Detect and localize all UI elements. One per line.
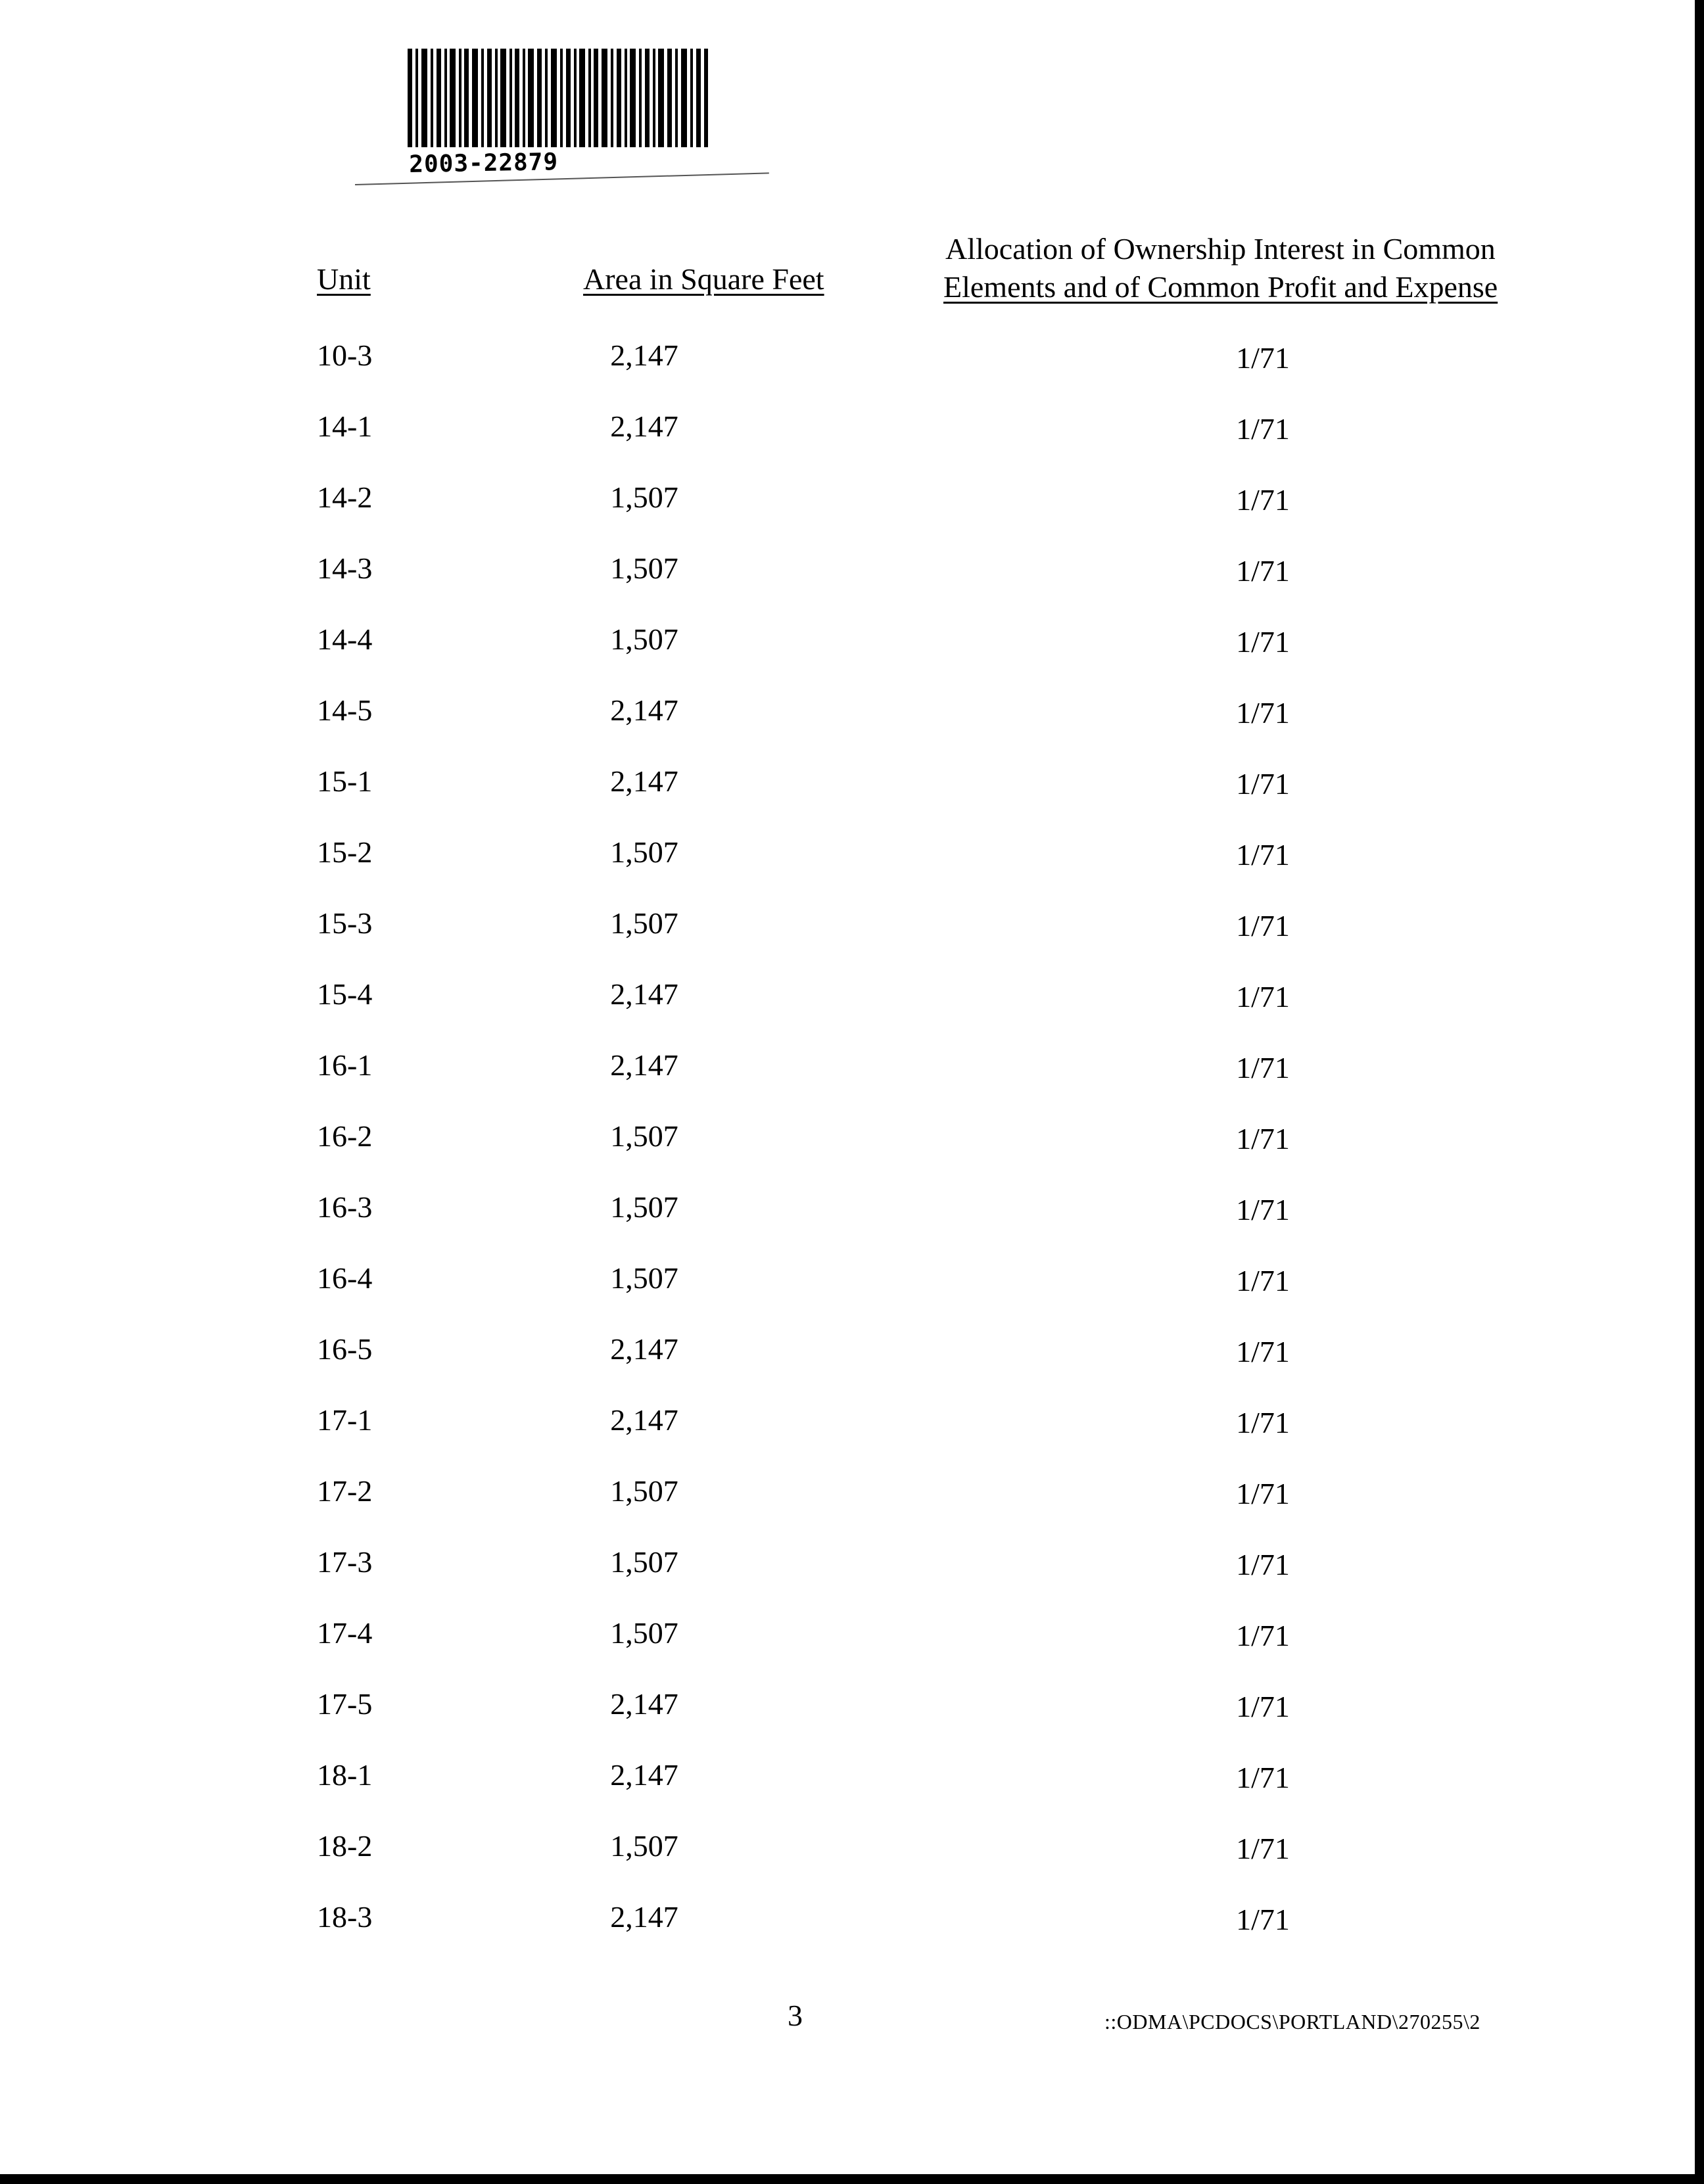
area-cell: 1,507 xyxy=(610,622,678,656)
allocation-cell: 1/71 xyxy=(1236,1193,1290,1226)
unit-cell: 10-3 xyxy=(317,338,373,372)
page-number: 3 xyxy=(788,1999,803,2032)
allocation-cell: 1/71 xyxy=(1236,1051,1290,1084)
allocation-cell: 1/71 xyxy=(1236,1477,1290,1510)
table-row xyxy=(0,1827,1695,1898)
area-cell: 1,507 xyxy=(610,551,678,585)
allocation-cell: 1/71 xyxy=(1236,1264,1290,1297)
table-row xyxy=(0,407,1695,478)
allocation-cell: 1/71 xyxy=(1236,1903,1290,1936)
table-row xyxy=(0,833,1695,904)
area-cell: 2,147 xyxy=(610,693,678,727)
unit-cell: 14-4 xyxy=(317,622,373,656)
allocation-table xyxy=(0,337,1695,1969)
table-row xyxy=(0,1330,1695,1401)
table-row xyxy=(0,1898,1695,1969)
unit-cell: 14-3 xyxy=(317,551,373,585)
allocation-cell: 1/71 xyxy=(1236,696,1290,730)
header-area: Area in Square Feet xyxy=(583,262,824,296)
unit-cell: 17-1 xyxy=(317,1403,373,1437)
unit-cell: 15-3 xyxy=(317,906,373,940)
header-allocation-line2: Elements and of Common Profit and Expense xyxy=(943,270,1498,304)
table-row xyxy=(0,1756,1695,1827)
area-cell: 2,147 xyxy=(610,1403,678,1437)
allocation-cell: 1/71 xyxy=(1236,1832,1290,1865)
table-row xyxy=(0,478,1695,549)
unit-cell: 14-5 xyxy=(317,693,373,727)
table-row xyxy=(0,691,1695,762)
allocation-cell: 1/71 xyxy=(1236,1406,1290,1439)
allocation-cell: 1/71 xyxy=(1236,767,1290,801)
area-cell: 1,507 xyxy=(610,1474,678,1508)
area-cell: 1,507 xyxy=(610,1545,678,1579)
unit-cell: 18-2 xyxy=(317,1829,373,1863)
allocation-cell: 1/71 xyxy=(1236,1122,1290,1155)
unit-cell: 17-3 xyxy=(317,1545,373,1579)
area-cell: 2,147 xyxy=(610,1900,678,1934)
area-cell: 2,147 xyxy=(610,1332,678,1366)
area-cell: 1,507 xyxy=(610,1829,678,1863)
table-row xyxy=(0,975,1695,1046)
unit-cell: 16-2 xyxy=(317,1119,373,1153)
table-row xyxy=(0,1259,1695,1330)
allocation-cell: 1/71 xyxy=(1236,980,1290,1013)
unit-cell: 17-4 xyxy=(317,1616,373,1650)
area-cell: 1,507 xyxy=(610,1261,678,1295)
unit-cell: 18-1 xyxy=(317,1758,373,1792)
unit-cell: 15-2 xyxy=(317,835,373,869)
unit-cell: 15-4 xyxy=(317,977,373,1011)
table-row xyxy=(0,337,1695,407)
area-cell: 1,507 xyxy=(610,835,678,869)
unit-cell: 16-5 xyxy=(317,1332,373,1366)
allocation-cell: 1/71 xyxy=(1236,838,1290,871)
area-cell: 2,147 xyxy=(610,409,678,443)
area-cell: 2,147 xyxy=(610,977,678,1011)
allocation-cell: 1/71 xyxy=(1236,483,1290,517)
table-row xyxy=(0,1543,1695,1614)
allocation-cell: 1/71 xyxy=(1236,1619,1290,1652)
allocation-cell: 1/71 xyxy=(1236,1335,1290,1368)
area-cell: 1,507 xyxy=(610,1119,678,1153)
table-row xyxy=(0,1614,1695,1685)
table-row xyxy=(0,620,1695,691)
header-unit: Unit xyxy=(317,262,371,296)
barcode-icon xyxy=(408,49,710,150)
table-row xyxy=(0,1685,1695,1756)
table-row xyxy=(0,1472,1695,1543)
document-path: ::ODMA\PCDOCS\PORTLAND\270255\2 xyxy=(1104,2010,1480,2033)
allocation-cell: 1/71 xyxy=(1236,909,1290,942)
allocation-cell: 1/71 xyxy=(1236,1761,1290,1794)
unit-cell: 16-1 xyxy=(317,1048,373,1082)
area-cell: 2,147 xyxy=(610,338,678,372)
table-row xyxy=(0,549,1695,620)
area-cell: 1,507 xyxy=(610,906,678,940)
table-row xyxy=(0,904,1695,975)
unit-cell: 15-1 xyxy=(317,764,373,798)
area-cell: 1,507 xyxy=(610,480,678,514)
allocation-cell: 1/71 xyxy=(1236,1690,1290,1723)
table-row xyxy=(0,1117,1695,1188)
area-cell: 2,147 xyxy=(610,1048,678,1082)
unit-cell: 18-3 xyxy=(317,1900,373,1934)
area-cell: 1,507 xyxy=(610,1190,678,1224)
table-row xyxy=(0,1401,1695,1472)
unit-cell: 17-5 xyxy=(317,1687,373,1721)
area-cell: 2,147 xyxy=(610,764,678,798)
area-cell: 2,147 xyxy=(610,1687,678,1721)
allocation-cell: 1/71 xyxy=(1236,1548,1290,1581)
allocation-cell: 1/71 xyxy=(1236,625,1290,659)
table-row xyxy=(0,1188,1695,1259)
allocation-cell: 1/71 xyxy=(1236,554,1290,588)
unit-cell: 17-2 xyxy=(317,1474,373,1508)
area-cell: 2,147 xyxy=(610,1758,678,1792)
header-allocation-line1: Allocation of Ownership Interest in Common xyxy=(945,232,1496,266)
unit-cell: 14-2 xyxy=(317,480,373,514)
barcode-number: 2003-22879 xyxy=(409,149,559,178)
unit-cell: 14-1 xyxy=(317,409,373,443)
unit-cell: 16-3 xyxy=(317,1190,373,1224)
table-row xyxy=(0,1046,1695,1117)
table-row xyxy=(0,762,1695,833)
unit-cell: 16-4 xyxy=(317,1261,373,1295)
barcode-label xyxy=(355,41,776,198)
area-cell: 1,507 xyxy=(610,1616,678,1650)
allocation-cell: 1/71 xyxy=(1236,341,1290,375)
allocation-cell: 1/71 xyxy=(1236,412,1290,446)
